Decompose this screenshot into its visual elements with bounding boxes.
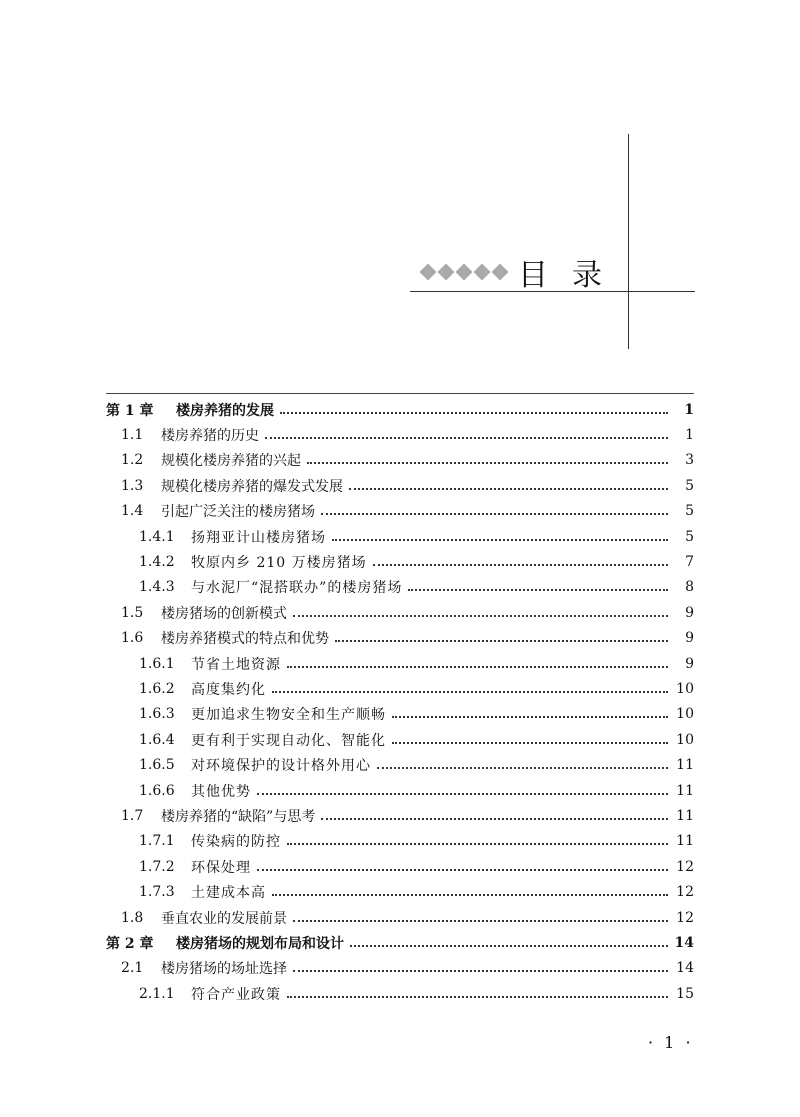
toc-section-entry[interactable] <box>0 956 800 981</box>
toc-entry-number: 1.4.1 <box>139 528 175 545</box>
toc-entry-page: 5 <box>685 477 694 494</box>
toc-entry-number: 1.8 <box>121 909 144 926</box>
toc-subsection-entry[interactable] <box>0 727 800 752</box>
toc-entry-number: 1.4 <box>121 503 144 520</box>
toc-entry-page: 11 <box>676 782 694 799</box>
dot-leader <box>280 412 668 414</box>
toc-entry-title: 与水泥厂“混搭联办”的楼房猪场 <box>191 580 403 597</box>
dot-leader <box>257 869 668 871</box>
toc-subsection-entry[interactable] <box>0 981 800 1006</box>
dot-leader <box>265 437 668 439</box>
diamond-icon <box>492 264 509 281</box>
toc-entry-page: 10 <box>676 706 694 723</box>
toc-entry-page: 10 <box>676 680 694 697</box>
toc-entry-number: 1.1 <box>121 427 144 444</box>
toc-entry-page: 11 <box>676 807 694 824</box>
toc-entry-page: 9 <box>685 655 694 672</box>
diamond-icon <box>420 264 437 281</box>
toc-entry-number: 1.7.2 <box>139 858 175 875</box>
toc-entry-title: 垂直农业的发展前景 <box>161 910 287 927</box>
toc-entry-number: 1.3 <box>121 477 144 494</box>
dot-leader <box>321 513 668 515</box>
diamond-icon <box>474 264 491 281</box>
toc-entry-page: 11 <box>676 833 694 850</box>
toc-section-entry[interactable] <box>0 499 800 524</box>
toc-entry-title: 对环境保护的设计格外用心 <box>191 758 371 775</box>
toc-subsection-entry[interactable] <box>0 702 800 727</box>
toc-section-entry[interactable] <box>0 473 800 498</box>
toc-entry-number: 1.6.1 <box>139 655 175 672</box>
diamond-icon <box>438 264 455 281</box>
toc-subsection-entry[interactable] <box>0 676 800 701</box>
toc-entry-title: 楼房养猪的“缺陷”与思考 <box>161 808 316 825</box>
toc-entry-title: 土建成本高 <box>191 885 266 902</box>
toc-entry-page: 5 <box>685 503 694 520</box>
toc-entry-page: 3 <box>685 452 694 469</box>
toc-entry-title: 规模化楼房养猪的兴起 <box>161 453 301 470</box>
toc-subsection-entry[interactable] <box>0 752 800 777</box>
toc-entry-title: 楼房猪场的创新模式 <box>161 605 287 622</box>
toc-subsection-entry[interactable] <box>0 524 800 549</box>
dot-leader <box>335 640 668 642</box>
toc-entry-title: 更有利于实现自动化、智能化 <box>191 732 386 749</box>
dot-leader <box>272 691 668 693</box>
toc-entry-number: 第 2 章 <box>106 935 154 952</box>
toc-heading <box>420 252 626 292</box>
page-title: 目录 <box>518 258 626 293</box>
toc-entry-page: 12 <box>676 858 694 875</box>
diamond-ornament <box>420 266 508 278</box>
toc-entry-number: 1.7.1 <box>139 833 175 850</box>
toc-section-entry[interactable] <box>0 905 800 930</box>
toc-subsection-entry[interactable] <box>0 829 800 854</box>
toc-entry-page: 14 <box>674 934 694 951</box>
toc-entry-page: 10 <box>676 731 694 748</box>
dot-leader <box>321 818 668 820</box>
toc-entry-title: 高度集约化 <box>191 681 266 698</box>
toc-subsection-entry[interactable] <box>0 778 800 803</box>
dot-leader <box>373 564 668 566</box>
toc-entry-page: 12 <box>676 884 694 901</box>
toc-chapter-entry[interactable] <box>0 930 800 955</box>
dot-leader <box>287 843 668 845</box>
toc-entry-title: 楼房猪场的规划布局和设计 <box>176 935 344 952</box>
dot-leader <box>293 970 668 972</box>
toc-subsection-entry[interactable] <box>0 549 800 574</box>
dot-leader <box>332 539 668 541</box>
toc-entry-title: 其他优势 <box>191 783 251 800</box>
toc-entry-number: 1.6.5 <box>139 757 175 774</box>
toc-subsection-entry[interactable] <box>0 651 800 676</box>
toc-entry-title: 楼房养猪的发展 <box>176 402 274 419</box>
dot-leader <box>377 767 668 769</box>
toc-entry-page: 11 <box>676 757 694 774</box>
dot-leader <box>392 742 668 744</box>
dot-leader <box>257 793 668 795</box>
toc-section-entry[interactable] <box>0 448 800 473</box>
toc-entry-number: 2.1.1 <box>139 985 175 1002</box>
dot-leader <box>287 666 668 668</box>
dot-leader <box>293 920 668 922</box>
toc-subsection-entry[interactable] <box>0 575 800 600</box>
dot-leader <box>350 945 668 947</box>
toc-entry-title: 楼房养猪模式的特点和优势 <box>161 631 329 648</box>
toc-entry-page: 7 <box>685 554 694 571</box>
dot-leader <box>408 589 668 591</box>
toc-entry-page: 5 <box>685 528 694 545</box>
toc-section-entry[interactable] <box>0 422 800 447</box>
toc-entry-title: 楼房猪场的场址选择 <box>161 961 287 978</box>
toc-entry-number: 1.6.2 <box>139 680 175 697</box>
diamond-icon <box>456 264 473 281</box>
toc-entry-page: 14 <box>676 960 694 977</box>
toc-section-entry[interactable] <box>0 600 800 625</box>
dot-leader <box>392 716 668 718</box>
toc-chapter-entry[interactable] <box>0 397 800 422</box>
toc-entry-title: 传染病的防控 <box>191 834 281 851</box>
toc-section-entry[interactable] <box>0 803 800 828</box>
decorative-vertical-rule <box>628 134 629 349</box>
dot-leader <box>287 996 668 998</box>
toc-entry-page: 1 <box>685 427 694 444</box>
toc-entry-number: 1.6.3 <box>139 706 175 723</box>
dot-leader <box>293 615 668 617</box>
toc-entry-title: 扬翔亚计山楼房猪场 <box>191 529 326 546</box>
dot-leader <box>272 894 668 896</box>
dot-leader <box>349 488 668 490</box>
toc-entry-page: 8 <box>685 579 694 596</box>
toc-entry-page: 9 <box>685 630 694 647</box>
toc-top-rule <box>106 393 694 394</box>
toc-entry-title: 楼房养猪的历史 <box>161 428 259 445</box>
toc-entry-number: 1.6.6 <box>139 782 175 799</box>
toc-entry-title: 环保处理 <box>191 859 251 876</box>
toc-entry-page: 15 <box>676 985 694 1002</box>
toc-entry-title: 牧原内乡 210 万楼房猪场 <box>191 555 367 572</box>
toc-subsection-entry[interactable] <box>0 879 800 904</box>
toc-entry-page: 9 <box>685 604 694 621</box>
toc-entry-number: 1.5 <box>121 604 144 621</box>
toc-entry-title: 节省土地资源 <box>191 656 281 673</box>
table-of-contents <box>0 397 800 1006</box>
page-number: · 1 · <box>648 1033 694 1052</box>
toc-entry-number: 1.7.3 <box>139 884 175 901</box>
toc-entry-number: 1.2 <box>121 452 144 469</box>
toc-entry-title: 符合产业政策 <box>191 986 281 1003</box>
toc-entry-title: 规模化楼房养猪的爆发式发展 <box>161 478 343 495</box>
toc-entry-number: 1.7 <box>121 807 144 824</box>
toc-entry-number: 第 1 章 <box>106 402 154 419</box>
toc-subsection-entry[interactable] <box>0 854 800 879</box>
toc-entry-number: 2.1 <box>121 960 144 977</box>
toc-entry-number: 1.6 <box>121 630 144 647</box>
toc-entry-page: 1 <box>684 401 694 418</box>
toc-entry-number: 1.4.3 <box>139 579 175 596</box>
toc-entry-page: 12 <box>676 909 694 926</box>
toc-entry-number: 1.6.4 <box>139 731 175 748</box>
toc-entry-title: 引起广泛关注的楼房猪场 <box>161 504 315 521</box>
toc-entry-number: 1.4.2 <box>139 554 175 571</box>
dot-leader <box>307 462 668 464</box>
toc-section-entry[interactable] <box>0 626 800 651</box>
toc-entry-title: 更加追求生物安全和生产顺畅 <box>191 707 386 724</box>
